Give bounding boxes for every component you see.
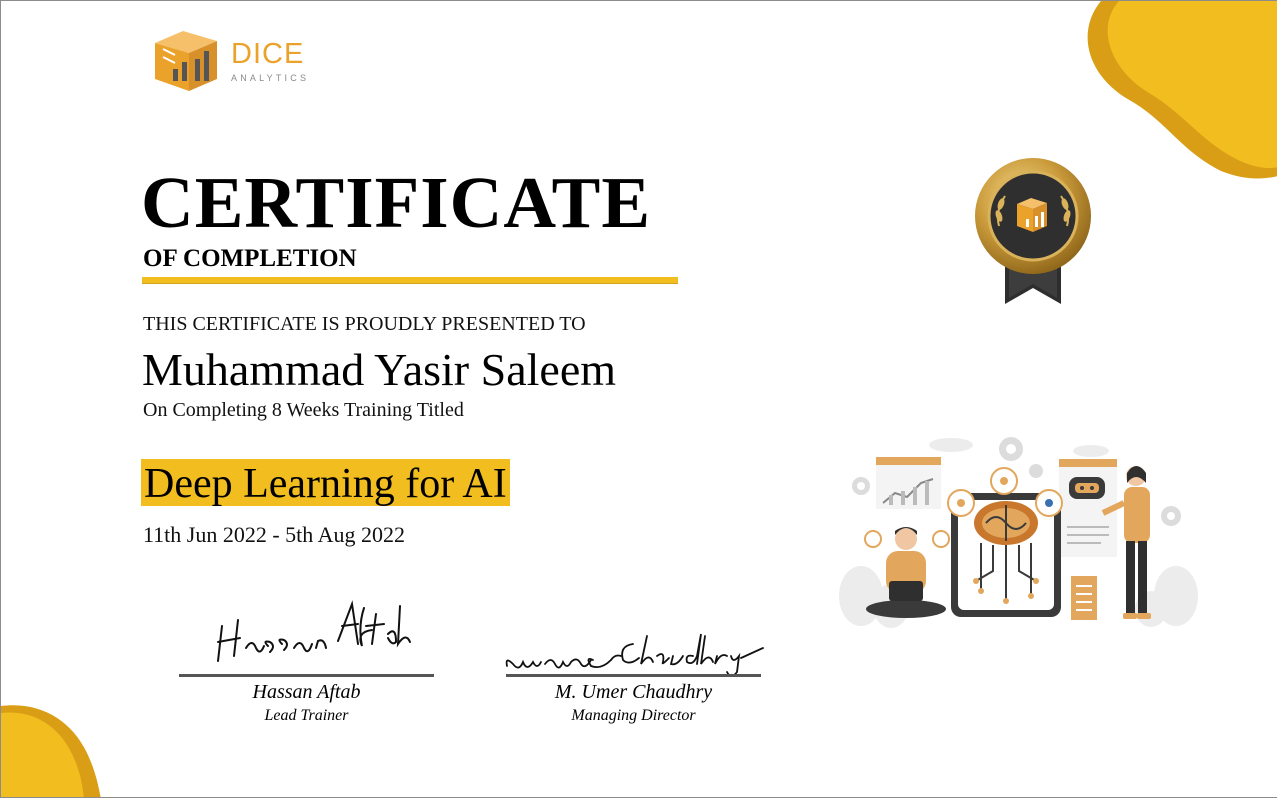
signatory-name-1: Hassan Aftab	[252, 681, 361, 703]
presented-text: THIS CERTIFICATE IS PROUDLY PRESENTED TO	[143, 313, 586, 335]
signature-hassan-aftab	[206, 586, 416, 671]
signature-umer-chaudhry	[501, 626, 766, 681]
course-title: Deep Learning for AI	[141, 459, 510, 506]
title-underline	[142, 277, 678, 284]
signature-line-2	[506, 674, 761, 677]
completing-text: On Completing 8 Weeks Training Titled	[143, 399, 464, 421]
gold-medal-icon	[969, 156, 1097, 306]
certificate-subtitle: OF COMPLETION	[143, 245, 357, 272]
corner-blob-top-right	[1061, 1, 1277, 181]
corner-blob-bottom-left	[1, 701, 111, 798]
brand-name: DICE	[231, 38, 305, 70]
signatory-role-1: Lead Trainer	[264, 707, 349, 724]
training-dates: 11th Jun 2022 - 5th Aug 2022	[143, 522, 405, 547]
brand-subtitle: ANALYTICS	[231, 73, 310, 83]
signature-line-1	[179, 674, 434, 677]
ai-team-illustration	[831, 431, 1211, 631]
recipient-name: Muhammad Yasir Saleem	[142, 344, 617, 395]
signatory-role-2: Managing Director	[571, 707, 696, 724]
signatory-name-2: M. Umer Chaudhry	[554, 681, 713, 703]
certificate-title: CERTIFICATE	[141, 162, 652, 243]
logo-box-icon	[151, 29, 221, 93]
brand-logo	[151, 29, 331, 97]
